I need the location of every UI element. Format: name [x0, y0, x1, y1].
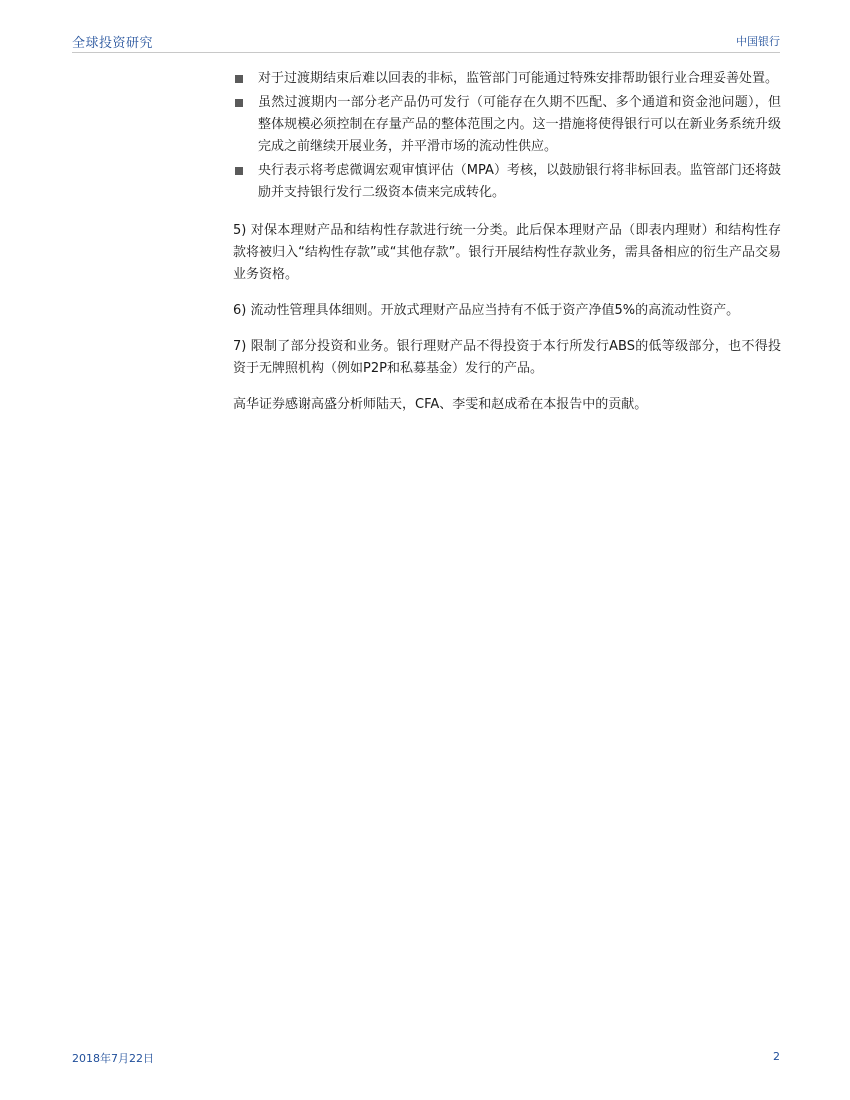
page-number: 2 [773, 1050, 780, 1063]
company-name: 中国银行 [736, 35, 780, 48]
bullet-item [233, 92, 781, 158]
square-bullet-icon [235, 99, 243, 107]
acknowledgement-paragraph: 高华证券感谢高盛分析师陆天，CFA、李雯和赵成希在本报告中的贡献。 [233, 397, 648, 412]
square-bullet-icon [235, 167, 243, 175]
bullet-item [233, 160, 781, 204]
bullet-text: 对于过渡期结束后难以回表的非标，监管部门可能通过特殊安排帮助银行业合理妥善处置。 [258, 71, 779, 86]
bullet-text: 虽然过渡期内一部分老产品仍可发行（可能存在久期不匹配、多个通道和资金池问题），但整体规模必须控制在存量产品的整体范围之内。这一措施将使得银行可以在新业务系统升级完成之前继续开展业务，并平滑市场的流动性供应。 [258, 95, 781, 154]
square-bullet-icon [235, 75, 243, 83]
report-series-title: 全球投资研究 [72, 36, 154, 51]
paragraph-item-7: 7) 限制了部分投资和业务。银行理财产品不得投资于本行所发行ABS的低等级部分，也不得投资于无牌照机构（例如P2P和私募基金）发行的产品。 [233, 339, 781, 376]
footer-date: 2018年7月22日 [72, 1052, 154, 1065]
bullet-item [233, 68, 781, 90]
bullet-list [233, 68, 781, 204]
bullet-text: 央行表示将考虑微调宏观审慎评估（MPA）考核，以鼓励银行将非标回表。监管部门还将鼓励并支持银行发行二级资本债来完成转化。 [258, 163, 781, 200]
paragraph-item-6: 6) 流动性管理具体细则。开放式理财产品应当持有不低于资产净值5%的高流动性资产。 [233, 303, 740, 318]
page-header [72, 30, 780, 53]
main-content [233, 68, 781, 416]
paragraph-item-5: 5) 对保本理财产品和结构性存款进行统一分类。此后保本理财产品（即表内理财）和结构性存款将被归入“结构性存款”或“其他存款”。银行开展结构性存款业务，需具备相应的衍生产品交易业务资格。 [233, 223, 781, 282]
